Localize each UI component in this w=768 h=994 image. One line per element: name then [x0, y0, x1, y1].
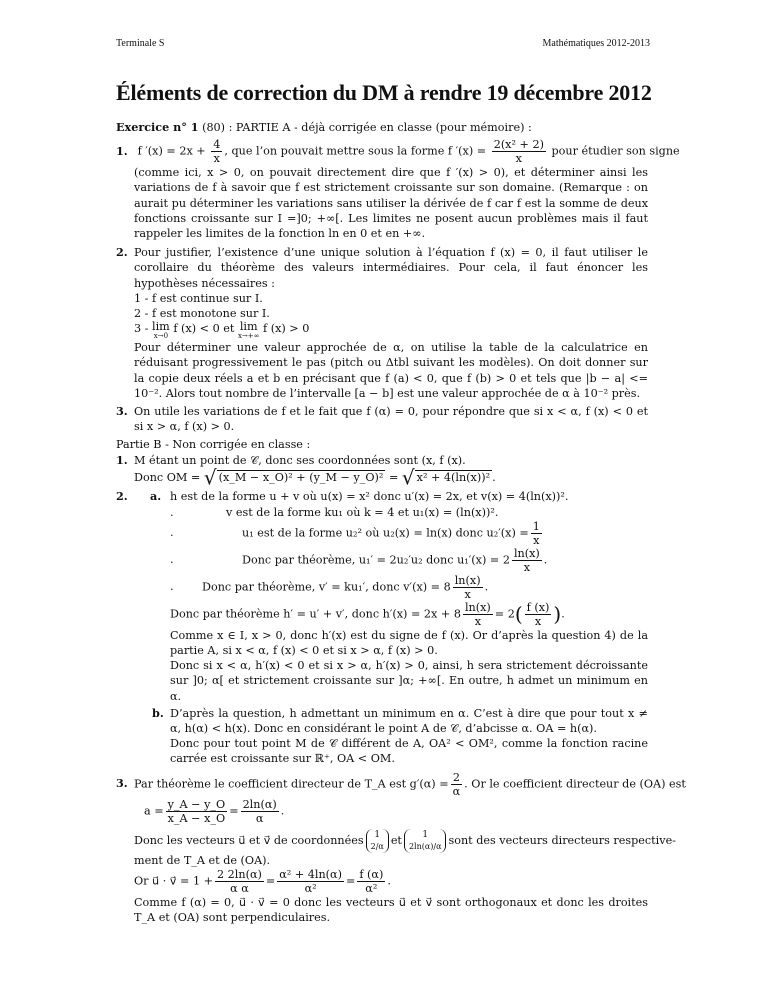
denominator: α	[452, 784, 461, 798]
formula-text: .	[387, 874, 391, 888]
fraction	[211, 138, 222, 165]
fraction	[453, 574, 483, 601]
exercise-label: Exercice n° 1	[116, 120, 199, 134]
vector-top: 1	[374, 829, 381, 840]
partA-q2	[116, 245, 648, 401]
hyp-num: 3 -	[134, 322, 149, 336]
fraction	[512, 547, 542, 574]
formula-text: . Or le coefficient directeur de (OA) est	[464, 777, 686, 791]
formula-text: f ′(x) = 2x +	[137, 144, 206, 158]
denominator: α²	[304, 881, 317, 895]
formula-text: ment de T_A et de (OA).	[134, 853, 271, 867]
dot-marker: .	[170, 553, 174, 567]
sqrt-content: x² + 4(ln(x))²	[416, 470, 491, 484]
paren-close: )	[553, 601, 562, 626]
formula-text: f (x) > 0	[263, 322, 310, 336]
item-number: 2.	[116, 489, 128, 504]
partB-q2	[116, 489, 648, 766]
fraction	[166, 798, 228, 825]
formula-text: .	[484, 580, 489, 594]
lim-word: lim	[152, 320, 170, 334]
formula-text: .	[561, 607, 565, 621]
formula-text: f (x) < 0 et	[173, 322, 235, 336]
vector-v-coords	[404, 829, 447, 853]
dot-marker: .	[170, 580, 174, 594]
numerator: f (x)	[526, 600, 550, 614]
document-body	[116, 120, 686, 925]
formula-text: , que l’on pouvait mettre sous la forme f ′(x) =	[224, 144, 487, 158]
paragraph: Pour déterminer une valeur approchée de α, on utilise la table de la calculatrice en réduisant progressivement le pas (pitch ou Δtbl suivant les modèles). On doit donner sur la copie deux réels a et b en précisant que f (a) < 0, que f (b) > 0 et tels que |b − a| <= 10⁻². Alors tout nombre de l’intervalle [a − b] est une valeur approchée de α à 10⁻² près.	[134, 341, 648, 400]
formula-text: =	[229, 804, 239, 818]
formula-text: sont des vecteurs directeurs respective-	[448, 833, 676, 847]
formula-text: .	[492, 470, 496, 484]
denominator: x	[515, 152, 522, 166]
page-title: Éléments de correction du DM à rendre 19 décembre 2012	[116, 80, 652, 105]
paren-open: (	[514, 601, 523, 626]
partB-heading: Partie B - Non corrigée en classe :	[116, 438, 311, 452]
numerator: 2(x² + 2)	[493, 138, 544, 152]
paragraph: Pour justifier, l’existence d’une unique solution à l’équation f (x) = 0, il faut utiliser le corollaire du théorème des valeurs intermédiaires. Pour cela, il faut énoncer les hypothèses nécessaires :	[134, 246, 648, 290]
fraction	[277, 868, 344, 895]
formula-text: .	[280, 804, 285, 818]
numerator: f (α)	[359, 867, 384, 881]
formula-text: =	[388, 470, 399, 484]
formula-text: Or u⃗ · v⃗ = 1 +	[134, 874, 213, 888]
header-right: Mathématiques 2012-2013	[542, 38, 650, 49]
denominator: x	[534, 614, 542, 628]
fraction	[451, 771, 463, 798]
numerator: 4	[213, 138, 221, 152]
formula-text: h est de la forme u + v où u(x) = x² donc u′(x) = 2x, et v(x) = 4(ln(x))².	[170, 490, 569, 504]
partB-q3	[116, 770, 686, 926]
item-number: 1.	[116, 452, 128, 467]
subitem-label: a.	[150, 489, 162, 504]
hypothesis-3	[134, 321, 648, 340]
hypothesis-1: 1 - f est continue sur I.	[134, 291, 263, 305]
exercise-intro: (80) : PARTIE A - déjà corrigée en classe (pour mémoire) :	[202, 121, 532, 134]
formula-text: a =	[144, 804, 164, 818]
sqrt-content: (x_M − x_O)² + (y_M − y_O)²	[218, 470, 384, 484]
paragraph: Donc si x < α, h′(x) < 0 et si x > α, h′(x) > 0, ainsi, h sera strictement décroissante sur ]0; α[ et strictement croissante sur ]α; +∞[. En outre, h admet un minimum en α.	[170, 659, 648, 703]
limit	[238, 321, 260, 340]
denominator: x	[474, 614, 482, 628]
vector-u-coords	[366, 829, 389, 853]
denominator: x_A − x_O	[167, 811, 226, 825]
hypothesis-2: 2 - f est monotone sur I.	[134, 307, 270, 321]
formula-text: pour étudier son signe	[551, 144, 680, 158]
limit	[152, 321, 170, 340]
fraction	[492, 138, 546, 165]
paragraph: Comme x ∈ I, x > 0, donc h′(x) est du signe de f (x). Or d’après la question 4) de la partie A, si x < α, f (x) < 0 et si x > α, f (x) > 0.	[170, 628, 648, 658]
dot-marker: .	[170, 526, 174, 540]
denominator: α	[255, 811, 264, 825]
formula-text: Donc par théorème, v′ = ku₁′, donc v′(x) = 8	[202, 580, 451, 594]
exercise-heading	[116, 120, 648, 135]
item-number: 1.	[116, 143, 128, 158]
formula-text: Donc par théorème h′ = u′ + v′, donc h′(x) = 2x + 8	[170, 607, 461, 621]
paragraph: Donc pour tout point M de 𝒞 différent de A, OA² < OM², comme la fonction racine carrée est croissante sur ℝ⁺, OA < OM.	[170, 737, 648, 766]
numerator: 2ln(α)	[242, 797, 277, 811]
header-left: Terminale S	[116, 38, 165, 49]
sqrt-symbol: √	[401, 465, 415, 490]
item-number: 3.	[116, 776, 128, 791]
formula-text: u₁ est de la forme u₂² où u₂(x) = ln(x) donc u₂′(x) =	[242, 526, 529, 540]
formula-text: et	[390, 833, 402, 847]
numerator: 2 2ln(α)	[217, 867, 262, 881]
item-number: 2.	[116, 245, 128, 260]
formula-text: =	[265, 874, 276, 888]
formula-text: v est de la forme ku₁ où k = 4 et u₁(x) = (ln(x))².	[226, 505, 499, 519]
denominator: α α	[230, 881, 249, 895]
partA-q1-line1	[116, 138, 680, 166]
paragraph: On utile les variations de f et le fait que f (α) = 0, pour répondre que si x < α, f (x) < 0 et si x > α, f (x) > 0.	[134, 405, 648, 434]
numerator: 1	[532, 519, 540, 533]
item-number: 3.	[116, 404, 128, 419]
fraction	[357, 868, 385, 895]
numerator: ln(x)	[454, 573, 481, 587]
numerator: α² + 4ln(α)	[279, 867, 342, 881]
fraction	[241, 798, 279, 825]
vector-bottom: 2ln(α)/α	[408, 841, 442, 851]
formula-text: Donc par théorème, u₁′ = 2u₂′u₂ donc u₁′(x) = 2	[242, 553, 510, 567]
lim-word: lim	[239, 320, 258, 334]
fraction	[215, 868, 264, 895]
dot-marker: .	[170, 505, 174, 519]
lim-under: x→0	[153, 332, 169, 341]
formula-text: Donc OM =	[134, 470, 201, 484]
denominator: α²	[365, 881, 378, 895]
numerator: ln(x)	[513, 546, 540, 560]
partA-q1	[116, 138, 680, 241]
denominator: x	[523, 560, 531, 574]
partA-q3	[116, 404, 648, 434]
formula-text: .	[543, 553, 548, 567]
partB-q1	[116, 452, 648, 490]
numerator: y_A − y_O	[167, 797, 226, 811]
numerator: 2	[451, 771, 463, 785]
paragraph: Comme f (α) = 0, u⃗ · v⃗ = 0 donc les vecteurs u⃗ et v⃗ sont orthogonaux et donc les droites T_A et (OA) sont perpendiculaires.	[134, 895, 648, 925]
subitem-label: b.	[152, 705, 164, 720]
denominator: x	[533, 533, 540, 547]
vector-top: 1	[422, 829, 429, 840]
denominator: x	[213, 152, 220, 166]
formula-text: Par théorème le coefficient directeur de T_A est g′(α) =	[134, 777, 449, 791]
fraction	[531, 520, 542, 547]
lim-under: x→+∞	[237, 332, 260, 341]
formula-text: Donc les vecteurs u⃗ et v⃗ de coordonnées	[134, 833, 364, 847]
formula-text: = 2	[494, 607, 515, 621]
vector-bottom: 2/α	[370, 841, 384, 851]
sqrt-symbol: √	[203, 465, 217, 490]
partA-q1-rest: (comme ici, x > 0, on pouvait directement dire que f ′(x) > 0), et déterminer ainsi les variations de f à savoir que f est strictement croissante sur son domaine. (Remarque : on aurait pu déterminer les variations sans utiliser la dérivée de f car f est la somme de deux fonctions croissante sur I =]0; +∞[. Les limites ne posent aucun problèmes mais il faut rappeler les limites de la fonction ln en 0 et en +∞.	[134, 166, 648, 241]
fraction	[525, 601, 552, 628]
paragraph: D’après la question, h admettant un minimum en α. C’est à dire que pour tout x ≠ α, h(α) < h(x). Donc en considérant le point A de 𝒞, d’abcisse α. OA = h(α).	[170, 706, 648, 736]
denominator: x	[464, 587, 471, 601]
numerator: ln(x)	[464, 600, 491, 614]
fraction	[463, 601, 493, 628]
formula-text: =	[345, 874, 356, 888]
formula-text: M étant un point de 𝒞, donc ses coordonnées sont (x, f (x).	[134, 453, 466, 467]
